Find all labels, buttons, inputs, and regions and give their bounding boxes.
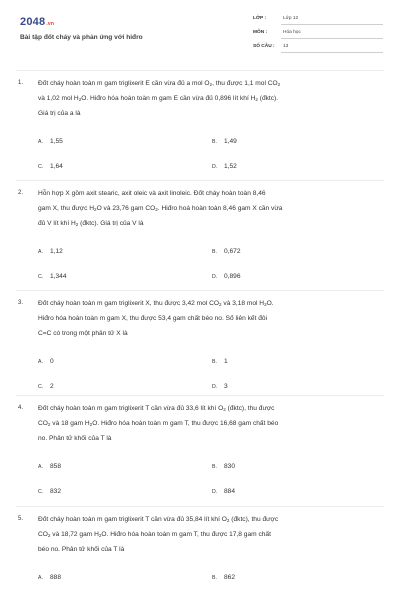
answer-option[interactable] xyxy=(38,383,54,390)
answer-option[interactable] xyxy=(212,273,241,280)
answer-option[interactable] xyxy=(212,383,228,390)
answer-option[interactable] xyxy=(38,358,54,365)
option-letter: C. xyxy=(38,274,44,280)
site-logo[interactable] xyxy=(20,16,54,28)
count-value: 13 xyxy=(283,44,289,49)
option-text: 1,344 xyxy=(50,273,67,280)
question-number: 5. xyxy=(18,516,24,522)
logo-suffix: .vn xyxy=(46,21,55,27)
question-stem: Hỗn hợp X gồm axit stearic, axit oleic và axit linoleic. Đốt cháy hoàn toàn 8,46 gam X, thu được $H_2O$ và 23,76 gam $CO_2$. Hiđro hoá hoàn toàn 8,46 gam X cần vừa đủ V lít khí $H_2$ (đktc). Giá trị của V là xyxy=(38,190,283,227)
option-text: 1,64 xyxy=(50,163,63,170)
worksheet-header xyxy=(0,0,400,60)
option-letter: D. xyxy=(212,384,218,390)
option-letter: C. xyxy=(38,384,44,390)
logo-text: 2048 xyxy=(20,16,46,28)
question-number: 2. xyxy=(18,190,24,196)
answer-option[interactable] xyxy=(38,488,61,495)
question-number: 1. xyxy=(18,80,24,86)
answer-option[interactable] xyxy=(212,248,241,255)
option-text: 0 xyxy=(50,358,54,365)
option-letter: B. xyxy=(212,575,217,581)
option-letter: A. xyxy=(38,139,43,145)
option-text: 3 xyxy=(224,383,228,390)
answer-option[interactable] xyxy=(38,273,67,280)
option-text: 888 xyxy=(50,574,62,581)
option-text: 0,672 xyxy=(224,248,241,255)
answer-option[interactable] xyxy=(212,463,235,470)
option-text: 2 xyxy=(50,383,54,390)
answer-option[interactable] xyxy=(212,574,235,581)
option-text: 1 xyxy=(224,358,228,365)
meta-underline xyxy=(281,38,383,39)
answer-option[interactable] xyxy=(38,463,61,470)
option-text: 858 xyxy=(50,463,62,470)
meta-subject-row xyxy=(253,30,383,35)
question-stem: Đốt cháy hoàn toàn m gam triglixerit T cần vừa đủ 35,84 lít khí $O_2$ (đktc), thu được $CO_2$ và 18,72 gam $H_2O$. Hiđro hóa hoàn toàn m gam T, thu được 17,8 gam chất béo no. Phân tử khối của T là xyxy=(38,516,279,553)
option-letter: A. xyxy=(38,464,43,470)
option-letter: B. xyxy=(212,249,217,255)
question-divider xyxy=(16,506,384,507)
question-stem: Đốt cháy hoàn toàn m gam triglixerit E cần vừa đủ a mol $O_2$, thu được 1,1 mol $CO_2$ và 1,02 mol $H_2O$. Hiđro hóa hoàn toàn m gam E cần vừa đủ 0,896 lít khí $H_2$ (đktc). Giá trị của a là xyxy=(38,80,281,117)
option-text: 830 xyxy=(224,463,236,470)
answer-option[interactable] xyxy=(38,574,61,581)
option-letter: B. xyxy=(212,359,217,365)
option-letter: A. xyxy=(38,359,43,365)
answer-option[interactable] xyxy=(212,488,235,495)
meta-count-row xyxy=(253,44,383,49)
meta-class-row xyxy=(253,16,383,21)
question-stem: Đốt cháy hoàn toàn m gam triglixerit X, thu được 3,42 mol $CO_2$ và 3,18 mol $H_2O$. Hiđro hóa hoàn toàn m gam X, thu được 53,4 gam chất béo no. Số liên kết đôi C=C có trong một phân tử X là xyxy=(38,300,274,337)
option-text: 862 xyxy=(224,574,236,581)
count-label: SỐ CÂU : xyxy=(253,44,275,49)
option-text: 1,49 xyxy=(224,138,237,145)
question-number: 3. xyxy=(18,300,24,306)
meta-underline xyxy=(281,24,383,25)
option-text: 1,52 xyxy=(224,163,237,170)
question-stem: Đốt cháy hoàn toàn m gam triglixerit T cần vừa đủ 33,6 lít khí $O_2$ (đktc), thu được $CO_2$ và 18 gam $H_2O$. Hiđro hóa hoàn toàn m gam T, thu được 16,68 gam chất béo no. Phân tử khối của T là xyxy=(38,405,279,442)
question-divider xyxy=(16,395,384,396)
answer-option[interactable] xyxy=(212,358,228,365)
option-letter: C. xyxy=(38,164,44,170)
answer-option[interactable] xyxy=(212,163,237,170)
class-value: Lớp 12 xyxy=(283,16,299,21)
worksheet-title: Bài tập đốt cháy và phản ứng với hiđro xyxy=(20,34,143,41)
option-text: 1,12 xyxy=(50,248,63,255)
meta-underline xyxy=(281,52,383,53)
answer-option[interactable] xyxy=(38,163,63,170)
option-letter: D. xyxy=(212,164,218,170)
answer-option[interactable] xyxy=(38,248,63,255)
question-divider xyxy=(16,180,384,181)
option-letter: A. xyxy=(38,249,43,255)
option-text: 832 xyxy=(50,488,62,495)
option-letter: D. xyxy=(212,274,218,280)
option-letter: C. xyxy=(38,489,44,495)
question-divider xyxy=(16,290,384,291)
option-text: 884 xyxy=(224,488,236,495)
question-number: 4. xyxy=(18,405,24,411)
class-label: LỚP : xyxy=(253,16,267,21)
option-letter: D. xyxy=(212,489,218,495)
option-letter: B. xyxy=(212,464,217,470)
header-divider xyxy=(16,70,384,71)
option-text: 0,896 xyxy=(224,273,241,280)
answer-option[interactable] xyxy=(38,138,63,145)
option-text: 1,55 xyxy=(50,138,63,145)
option-letter: B. xyxy=(212,139,217,145)
option-letter: A. xyxy=(38,575,43,581)
subject-label: MÔN : xyxy=(253,30,268,35)
answer-option[interactable] xyxy=(212,138,237,145)
subject-value: Hóa học xyxy=(283,30,301,35)
